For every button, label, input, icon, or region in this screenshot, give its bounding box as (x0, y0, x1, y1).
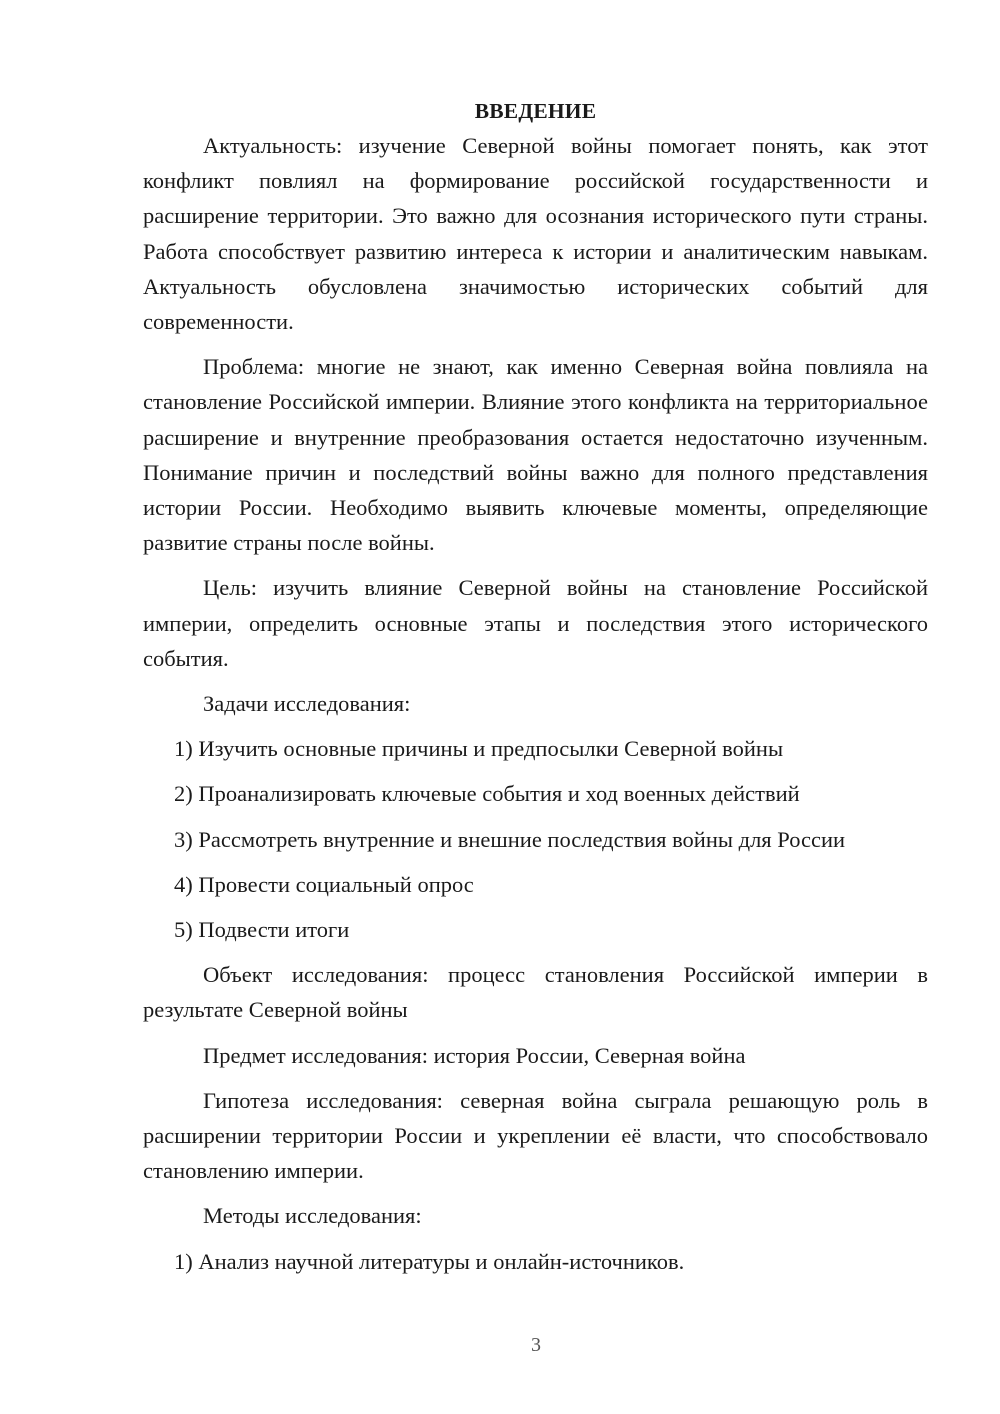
subject-paragraph: Предмет исследования: история России, Северная война (203, 1042, 746, 1068)
task-item-3: 3) Рассмотреть внутренние и внешние последствия войны для России (174, 826, 846, 852)
methods-list (143, 1244, 928, 1279)
task-item-5: 5) Подвести итоги (174, 917, 350, 943)
task-item-4: 4) Провести социальный опрос (174, 871, 474, 897)
hypothesis-paragraph: Гипотеза исследования: северная война сыграла решающую роль в расширении территории России и укреплении её власти, что способствовало становлению империи. (143, 1087, 928, 1184)
relevance-paragraph: Актуальность: изучение Северной войны помогает понять, как этот конфликт повлиял на формирование российской государственности и расширение территории. Это важно для осознания исторического пути страны. Работа способствует развитию интереса к истории и аналитическим навыкам. Актуальность обусловлена значимостью исторических событий для современности. (143, 133, 928, 335)
goal-paragraph: Цель: изучить влияние Северной войны на становление Российской империи, определить основные этапы и последствия этого исторического события. (143, 575, 928, 671)
page-number: 3 (531, 1334, 541, 1356)
methods-heading: Методы исследования: (203, 1203, 422, 1229)
tasks-list (143, 731, 928, 947)
task-item-1: 1) Изучить основные причины и предпосылки Северной войны (174, 736, 784, 762)
task-item-2: 2) Проанализировать ключевые события и ход военных действий (174, 781, 800, 807)
object-paragraph: Объект исследования: процесс становления Российской империи в результате Северной войны (143, 962, 928, 1023)
tasks-heading: Задачи исследования: (203, 691, 411, 717)
section-title: ВВЕДЕНИЕ (474, 99, 597, 123)
problem-paragraph: Проблема: многие не знают, как именно Северная война повлияла на становление Российской империи. Влияние этого конфликта на территориальное расширение и внутренние преобразования остается недостаточно изученным. Понимание причин и последствий войны важно для полного представления истории России. Необходимо выявить ключевые моменты, определяющие развитие страны после войны. (143, 354, 928, 556)
method-item-1: 1) Анализ научной литературы и онлайн-источников. (174, 1248, 685, 1274)
document-page (143, 96, 928, 1289)
